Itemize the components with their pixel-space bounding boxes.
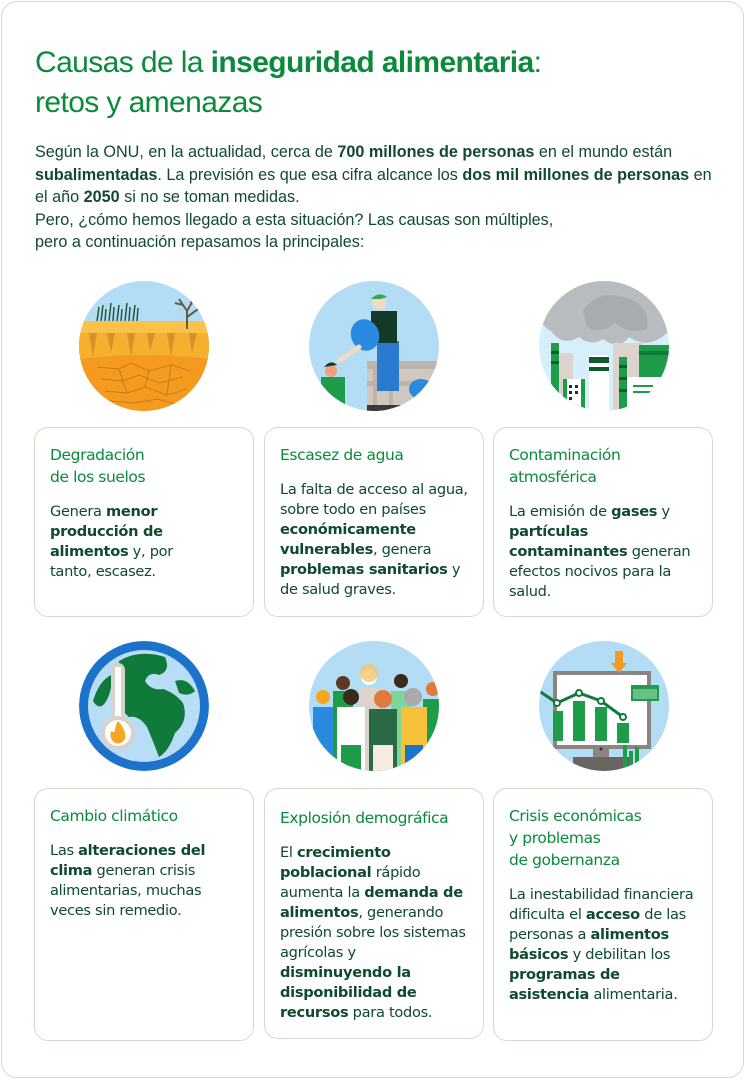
intro-rich-text: Según la ONU, en la actualidad, cerca de 700 millones de personas en el mundo están subalimentadas. La previsión es que esa cifra alcance los dos mil millones de personas en el año 2050 si no se toman medidas. (35, 143, 712, 206)
cause-card-economy (493, 788, 713, 1041)
card-body: El crecimiento poblacional rápido aumenta la demanda de alimentos, generando presión sobre los sistemas agrícolas y disminuyendo la disponibilidad de recursos para todos. (280, 844, 466, 1021)
factory-smoke-illustration (539, 281, 669, 411)
cause-card-population (264, 788, 484, 1039)
card-title: Degradación de los suelos (50, 446, 146, 486)
title-line2: retos y amenazas (35, 86, 263, 119)
card-title: Cambio climático (50, 807, 178, 825)
cause-card-climate (34, 788, 254, 1041)
card-body: La falta de acceso al agua, sobre todo en países económicamente vulnerables, genera problemas sanitarios y de salud graves. (280, 481, 468, 598)
intro-paragraph (35, 141, 725, 254)
infographic-page (1, 1, 744, 1078)
intro-line3: pero a continuación repasamos la principales: (35, 233, 365, 251)
card-title: Explosión demográfica (280, 809, 449, 827)
intro-line2: Pero, ¿cómo hemos llegado a esta situación? Las causas son múltiples, (35, 210, 554, 229)
card-body: Genera menor producción de alimentos y, por tanto, escasez. (50, 503, 173, 580)
card-body: Las alteraciones del clima generan crisis alimentarias, muchas veces sin remedio. (50, 842, 206, 919)
card-title: Escasez de agua (280, 446, 404, 464)
title-highlight: inseguridad alimentaria (210, 46, 534, 79)
page-title (35, 43, 655, 123)
card-title: Contaminación atmosférica (509, 446, 621, 486)
globe-thermometer-illustration (79, 641, 209, 771)
title-prefix: Causas de la (35, 46, 211, 79)
crowd-illustration (309, 641, 439, 771)
declining-chart-illustration (539, 641, 669, 771)
card-body: La emisión de gases y partículas contaminantes generan efectos nocivos para la salud. (509, 503, 691, 600)
card-body: La inestabilidad financiera dificulta el acceso de las personas a alimentos básicos y debilitan los programas de asistencia alimentaria. (509, 886, 694, 1003)
card-title: Crisis económicas y problemas de gobernanza (509, 807, 642, 869)
cause-card-pollution (493, 427, 713, 617)
cause-card-water (264, 427, 484, 617)
title-suffix: : (533, 46, 542, 79)
water-carrying-illustration (309, 281, 439, 411)
dry-soil-illustration (79, 281, 209, 411)
cause-card-soil (34, 427, 254, 617)
